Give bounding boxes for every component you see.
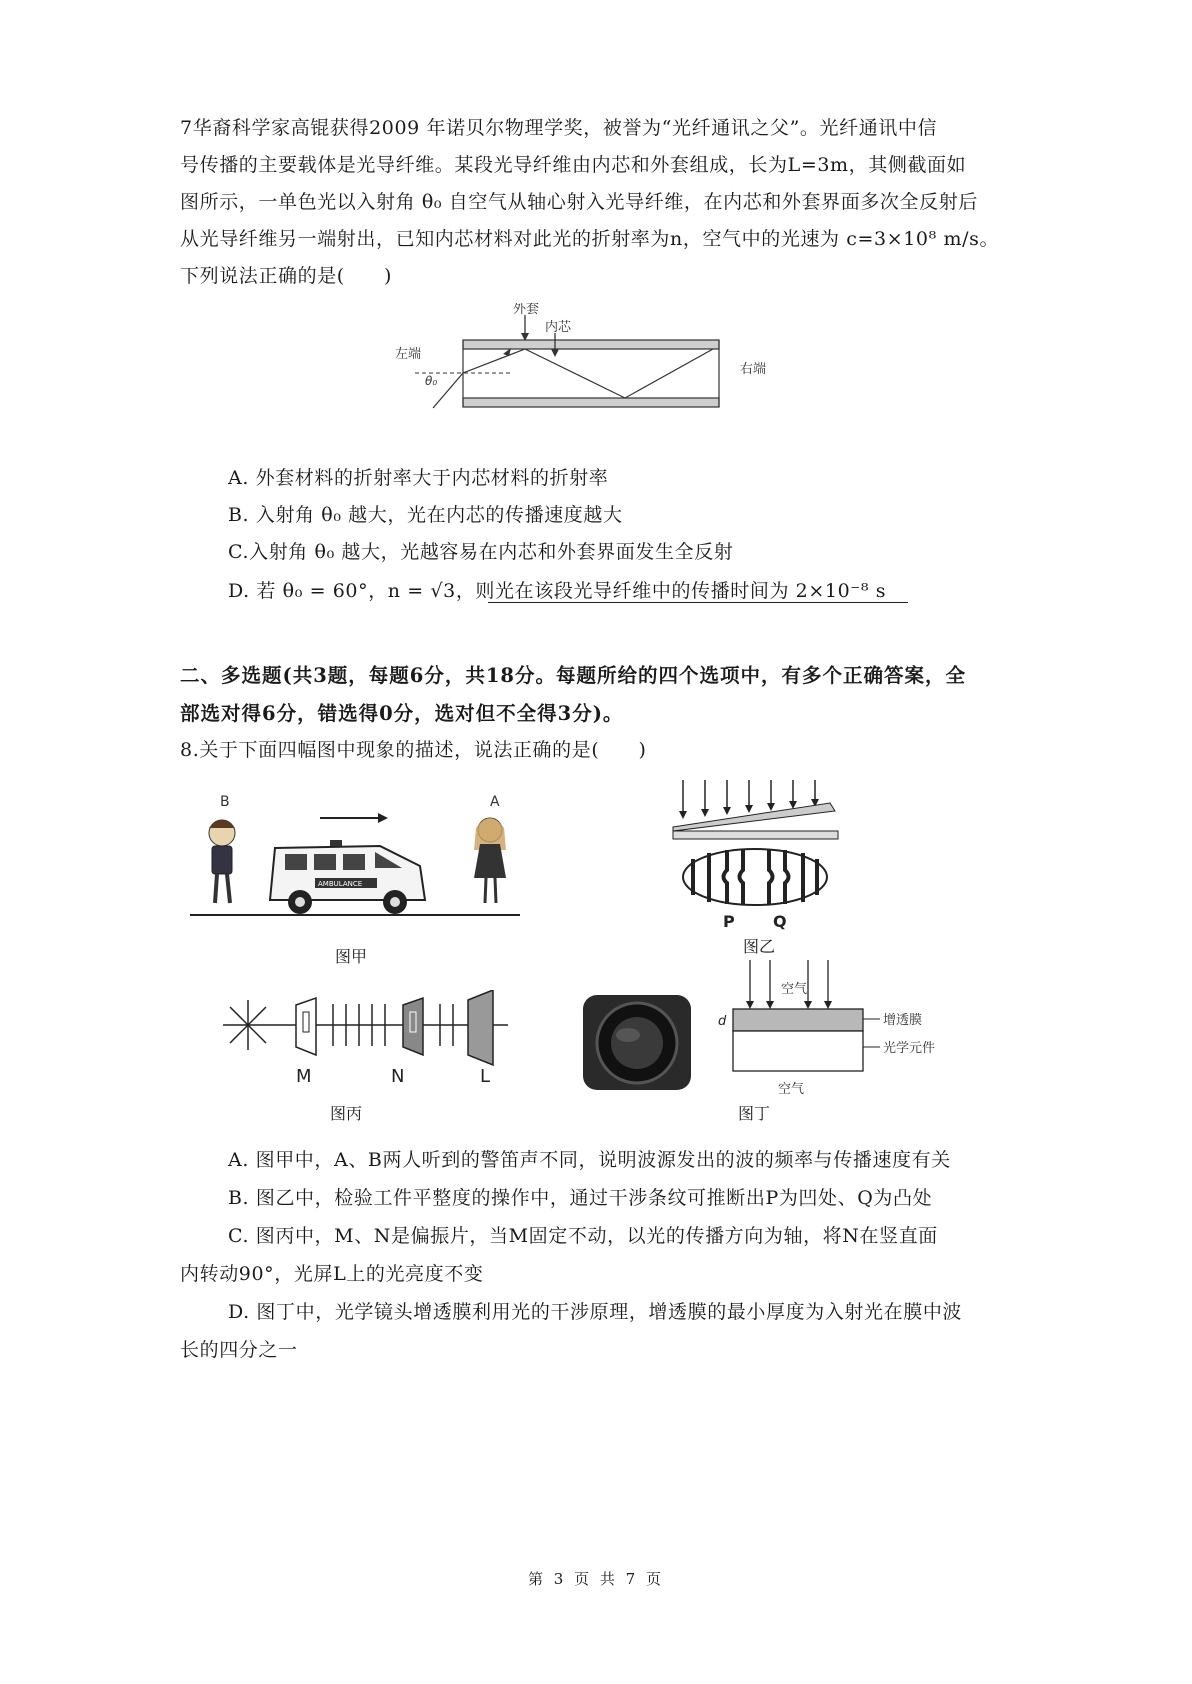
boy-icon (209, 820, 235, 903)
caption-bing: 图丙 (330, 1104, 363, 1123)
figure-yi-interference (665, 775, 855, 935)
label-left-end: 左端 (395, 347, 422, 362)
q7-option-c: C.入射角 θ₀ 越大，光越容易在内芯和外套界面发生全反射 (228, 541, 734, 563)
q7-option-b: B. 入射角 θ₀ 越大，光在内芯的传播速度越大 (228, 504, 623, 526)
label-air-top: 空气 (781, 982, 808, 997)
label-m: M (296, 1066, 312, 1087)
q7-stem-line-1: 7华裔科学家高锟获得2009 年诺贝尔物理学奖，被誉为“光纤通讯之父”。光纤通讯中信 (180, 117, 938, 139)
q8-option-a: A. 图甲中，A、B两人听到的警笛声不同，说明波源发出的波的频率与传播速度有关 (228, 1149, 951, 1171)
label-element: 光学元件 (883, 1041, 936, 1056)
label-film: 增透膜 (883, 1013, 923, 1028)
q7-option-a: A. 外套材料的折射率大于内芯材料的折射率 (228, 467, 609, 489)
label-a: A (490, 794, 500, 810)
q7-stem-line-5: 下列说法正确的是( ) (180, 265, 393, 287)
caption-jia: 图甲 (335, 947, 368, 966)
q8-option-c-line-2: 内转动90°，光屏L上的光亮度不变 (180, 1263, 484, 1285)
label-outer: 外套 (513, 303, 540, 317)
option-d-underline (488, 602, 908, 603)
q7-stem-line-4: 从光导纤维另一端射出，已知内芯材料对此光的折射率为n，空气中的光速为 c=3×10⁸ m/s。 (180, 228, 1000, 250)
figure-bing-polarizers (218, 990, 518, 1090)
camera-lens-photo (583, 995, 691, 1090)
q7-stem-line-3: 图所示，一单色光以入射角 θ₀ 自空气从轴心射入光导纤维，在内芯和外套界面多次全反射后 (180, 191, 978, 213)
label-core: 内芯 (545, 320, 572, 335)
girl-icon (474, 818, 506, 903)
caption-yi: 图乙 (743, 937, 776, 956)
label-theta0: θ₀ (425, 374, 438, 388)
ambulance-icon (270, 840, 425, 914)
label-q: Q (773, 912, 787, 931)
label-l: L (480, 1066, 491, 1087)
figure-ding-coating (578, 955, 978, 1100)
q8-option-d-line-2: 长的四分之一 (180, 1339, 298, 1361)
ambulance-text: AMBULANCE (318, 880, 363, 888)
caption-ding: 图丁 (738, 1104, 771, 1123)
label-d: d (718, 1014, 727, 1029)
q7-option-d: D. 若 θ₀ = 60°，n = √3，则光在该段光导纤维中的传播时间为 2×10⁻⁸ s (228, 580, 887, 602)
label-air-bottom: 空气 (778, 1082, 805, 1097)
label-b: B (220, 794, 230, 810)
q7-stem-line-2: 号传播的主要载体是光导纤维。某段光导纤维由内芯和外套组成，长为L=3m，其侧截面如 (180, 154, 967, 176)
figure-jia-doppler (190, 788, 550, 968)
section2-heading-line-1: 二、多选题(共3题，每题6分，共18分。每题所给的四个选项中，有多个正确答案，全 (180, 664, 966, 687)
page-footer: 第 3 页 共 7 页 (528, 1570, 664, 1588)
q8-option-d-line-1: D. 图丁中，光学镜头增透膜利用光的干涉原理，增透膜的最小厚度为入射光在膜中波 (228, 1301, 963, 1323)
q8-stem: 8.关于下面四幅图中现象的描述，说法正确的是( ) (180, 739, 647, 761)
label-n: N (391, 1066, 405, 1087)
q8-option-c-line-1: C. 图丙中，M、N是偏振片，当M固定不动，以光的传播方向为轴，将N在竖直面 (228, 1225, 938, 1247)
optical-fiber-figure (395, 303, 795, 448)
label-right-end: 右端 (740, 362, 767, 377)
label-p: P (723, 912, 735, 931)
q8-option-b: B. 图乙中，检验工件平整度的操作中，通过干涉条纹可推断出P为凹处、Q为凸处 (228, 1187, 933, 1209)
section2-heading-line-2: 部选对得6分，错选得0分，选对但不全得3分)。 (180, 702, 624, 725)
